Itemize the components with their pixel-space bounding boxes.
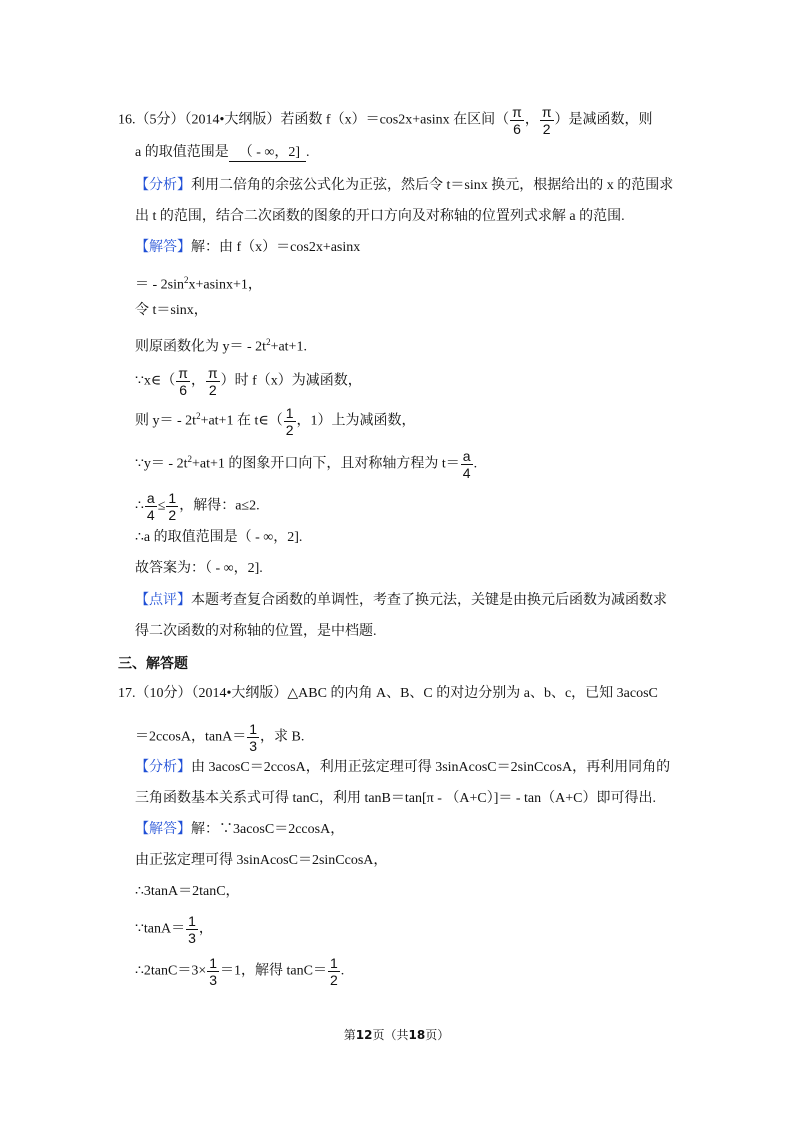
numerator: 1: [209, 955, 218, 971]
fraction: [145, 490, 157, 523]
q16-stem-line2: [135, 143, 310, 163]
comment-tag: 【点评】: [135, 593, 191, 608]
text: 则原函数化为 y＝ - 2t: [135, 339, 267, 355]
q16-solution-line3: [135, 301, 208, 321]
text: 由正弦定理可得 3sinAcosC＝2sinCcosA，: [135, 853, 388, 868]
text: ）是减函数，则: [554, 112, 653, 128]
text: .: [473, 456, 478, 472]
denominator: 6: [513, 121, 521, 137]
text: .: [340, 963, 345, 979]
q16-solution-line10: [135, 559, 263, 579]
q16-analysis-line2: [135, 207, 625, 227]
text: 令 t＝sinx，: [135, 303, 208, 318]
text: +at+1.: [270, 339, 307, 355]
text: 故答案为：（ - ∞，2].: [135, 561, 263, 576]
numerator: π: [178, 365, 188, 381]
text: ∵tanA＝: [135, 921, 186, 937]
text: ∴2tanC＝3×: [135, 963, 207, 979]
denominator: 2: [168, 507, 177, 523]
text: ，: [524, 112, 539, 128]
superscript: 2: [196, 411, 201, 422]
fraction: [207, 955, 219, 988]
denominator: 2: [208, 382, 217, 398]
q17-solution-line1: [135, 820, 344, 840]
denominator: 4: [146, 507, 155, 523]
fraction: [540, 104, 554, 137]
text: ∴a 的取值范围是（ - ∞，2].: [135, 530, 303, 545]
analysis-tag: 【分析】: [135, 178, 191, 193]
q16-solution-line4: [135, 332, 307, 358]
q16-solution-line9: [135, 528, 302, 548]
numerator: 1: [168, 490, 177, 506]
text: ∴: [135, 498, 144, 514]
analysis-tag: 【分析】: [135, 760, 191, 775]
fraction: [284, 405, 296, 438]
text: 第: [343, 1028, 356, 1042]
denominator: 6: [179, 382, 188, 398]
text: +at+1 的图象开口向下，且对称轴方程为 t＝: [191, 456, 460, 472]
text: ∴3tanA＝2tanC，: [135, 884, 240, 899]
q17-solution-line2: [135, 851, 387, 871]
fraction: [186, 913, 198, 946]
page-number: 12: [355, 1028, 373, 1042]
text: 三角函数基本关系式可得 tanC，利用 tanB＝tan[π - （A+C）]＝ - tan（A+C）即可得出.: [135, 791, 656, 806]
total-pages: 18: [408, 1028, 426, 1042]
numerator: π: [512, 104, 522, 120]
q16-solution-line1: [135, 238, 360, 258]
text: 得二次函数的对称轴的位置，是中档题.: [135, 624, 377, 639]
solution-tag: 【解答】: [135, 822, 191, 837]
q16-solution-line8: [135, 490, 260, 523]
text: 出 t 的范围，结合二次函数的图象的开口方向及对称轴的位置列式求解 a 的范围.: [135, 209, 625, 224]
text: ，: [190, 373, 205, 389]
text: ，1）上为减函数，: [296, 413, 416, 429]
superscript: 2: [266, 337, 271, 347]
q17-solution-line4: [135, 913, 213, 946]
numerator: 1: [285, 405, 294, 421]
denominator: 3: [249, 738, 257, 754]
fraction: [206, 365, 220, 398]
q17-stem-line1: [118, 684, 658, 704]
text: 页）: [425, 1028, 450, 1042]
denominator: 3: [209, 972, 218, 988]
text: 页（共: [372, 1028, 409, 1042]
q16-solution-line2: [135, 270, 262, 296]
text: ，求 B.: [260, 729, 305, 745]
denominator: 2: [542, 121, 551, 137]
fraction: [328, 955, 340, 988]
superscript: 2: [187, 454, 192, 465]
text: ≤: [157, 498, 166, 514]
text: +at+1 在 t∈（: [200, 413, 283, 429]
numerator: π: [207, 365, 218, 381]
q16-solution-line5: [135, 365, 362, 398]
superscript: 2: [184, 275, 189, 285]
q17-analysis-line2: [135, 789, 656, 809]
fraction: [176, 365, 190, 398]
page-footer: [0, 1026, 793, 1043]
denominator: 2: [285, 422, 294, 438]
numerator: a: [462, 448, 471, 464]
text: ＝2ccosA，tanA＝: [135, 729, 247, 745]
text: ＝ - 2sin: [135, 277, 184, 293]
numerator: π: [541, 104, 552, 120]
text: .: [306, 145, 310, 160]
text: a 的取值范围是: [135, 145, 229, 160]
numerator: a: [146, 490, 155, 506]
numerator: 1: [188, 913, 196, 929]
text: ，: [198, 921, 213, 937]
q16-solution-line6: [135, 405, 416, 438]
numerator: 1: [330, 955, 338, 971]
text: ）时 f（x）为减函数，: [220, 373, 362, 389]
text: 解：∵3acosC＝2ccosA，: [191, 822, 345, 837]
text: 17.（10分）（2014•大纲版）△ABC 的内角 A、B、C 的对边分别为 a、b、c，已知 3acosC: [118, 686, 658, 701]
q17-analysis-line1: [135, 758, 670, 778]
text: 解：由 f（x）＝cos2x+asinx: [191, 240, 361, 255]
q16-analysis-line1: [135, 176, 673, 196]
text: ∵x∈（: [135, 373, 176, 389]
fraction: [461, 448, 473, 481]
text: 本题考查复合函数的单调性，考查了换元法，关键是由换元后函数为减函数求: [191, 593, 667, 608]
text: 则 y＝ - 2t: [135, 413, 197, 429]
text: ∵y＝ - 2t: [135, 456, 188, 472]
fraction: [166, 490, 178, 523]
q17-solution-line3: [135, 882, 240, 902]
text: ＝1，解得 tanC＝: [220, 963, 327, 979]
q16-stem-line1: [118, 104, 653, 137]
text: 16.（5分）（2014•大纲版）若函数 f（x）＝cos2x+asinx 在区间（: [118, 112, 510, 128]
denominator: 3: [188, 930, 196, 946]
fraction: [247, 721, 259, 754]
q17-stem-line2: [135, 721, 304, 754]
text: ，解得：a≤2.: [179, 498, 260, 514]
fraction: [510, 104, 524, 137]
text: 利用二倍角的余弦公式化为正弦，然后令 t＝sinx 换元，根据给出的 x 的范围求: [191, 178, 674, 193]
q16-solution-line7: [135, 448, 477, 481]
denominator: 4: [462, 465, 471, 481]
text: x+asinx+1，: [188, 277, 262, 293]
denominator: 2: [330, 972, 338, 988]
section-title: 三、解答题: [118, 656, 188, 672]
numerator: 1: [249, 721, 257, 737]
q17-solution-line5: [135, 955, 344, 988]
solution-tag: 【解答】: [135, 240, 191, 255]
text: 由 3acosC＝2ccosA，利用正弦定理可得 3sinAcosC＝2sinCcosA，再利用同角的: [191, 760, 671, 775]
answer-blank: （ - ∞，2]: [229, 145, 306, 162]
q16-comment-line2: [135, 622, 377, 642]
q16-comment-line1: [135, 591, 667, 611]
